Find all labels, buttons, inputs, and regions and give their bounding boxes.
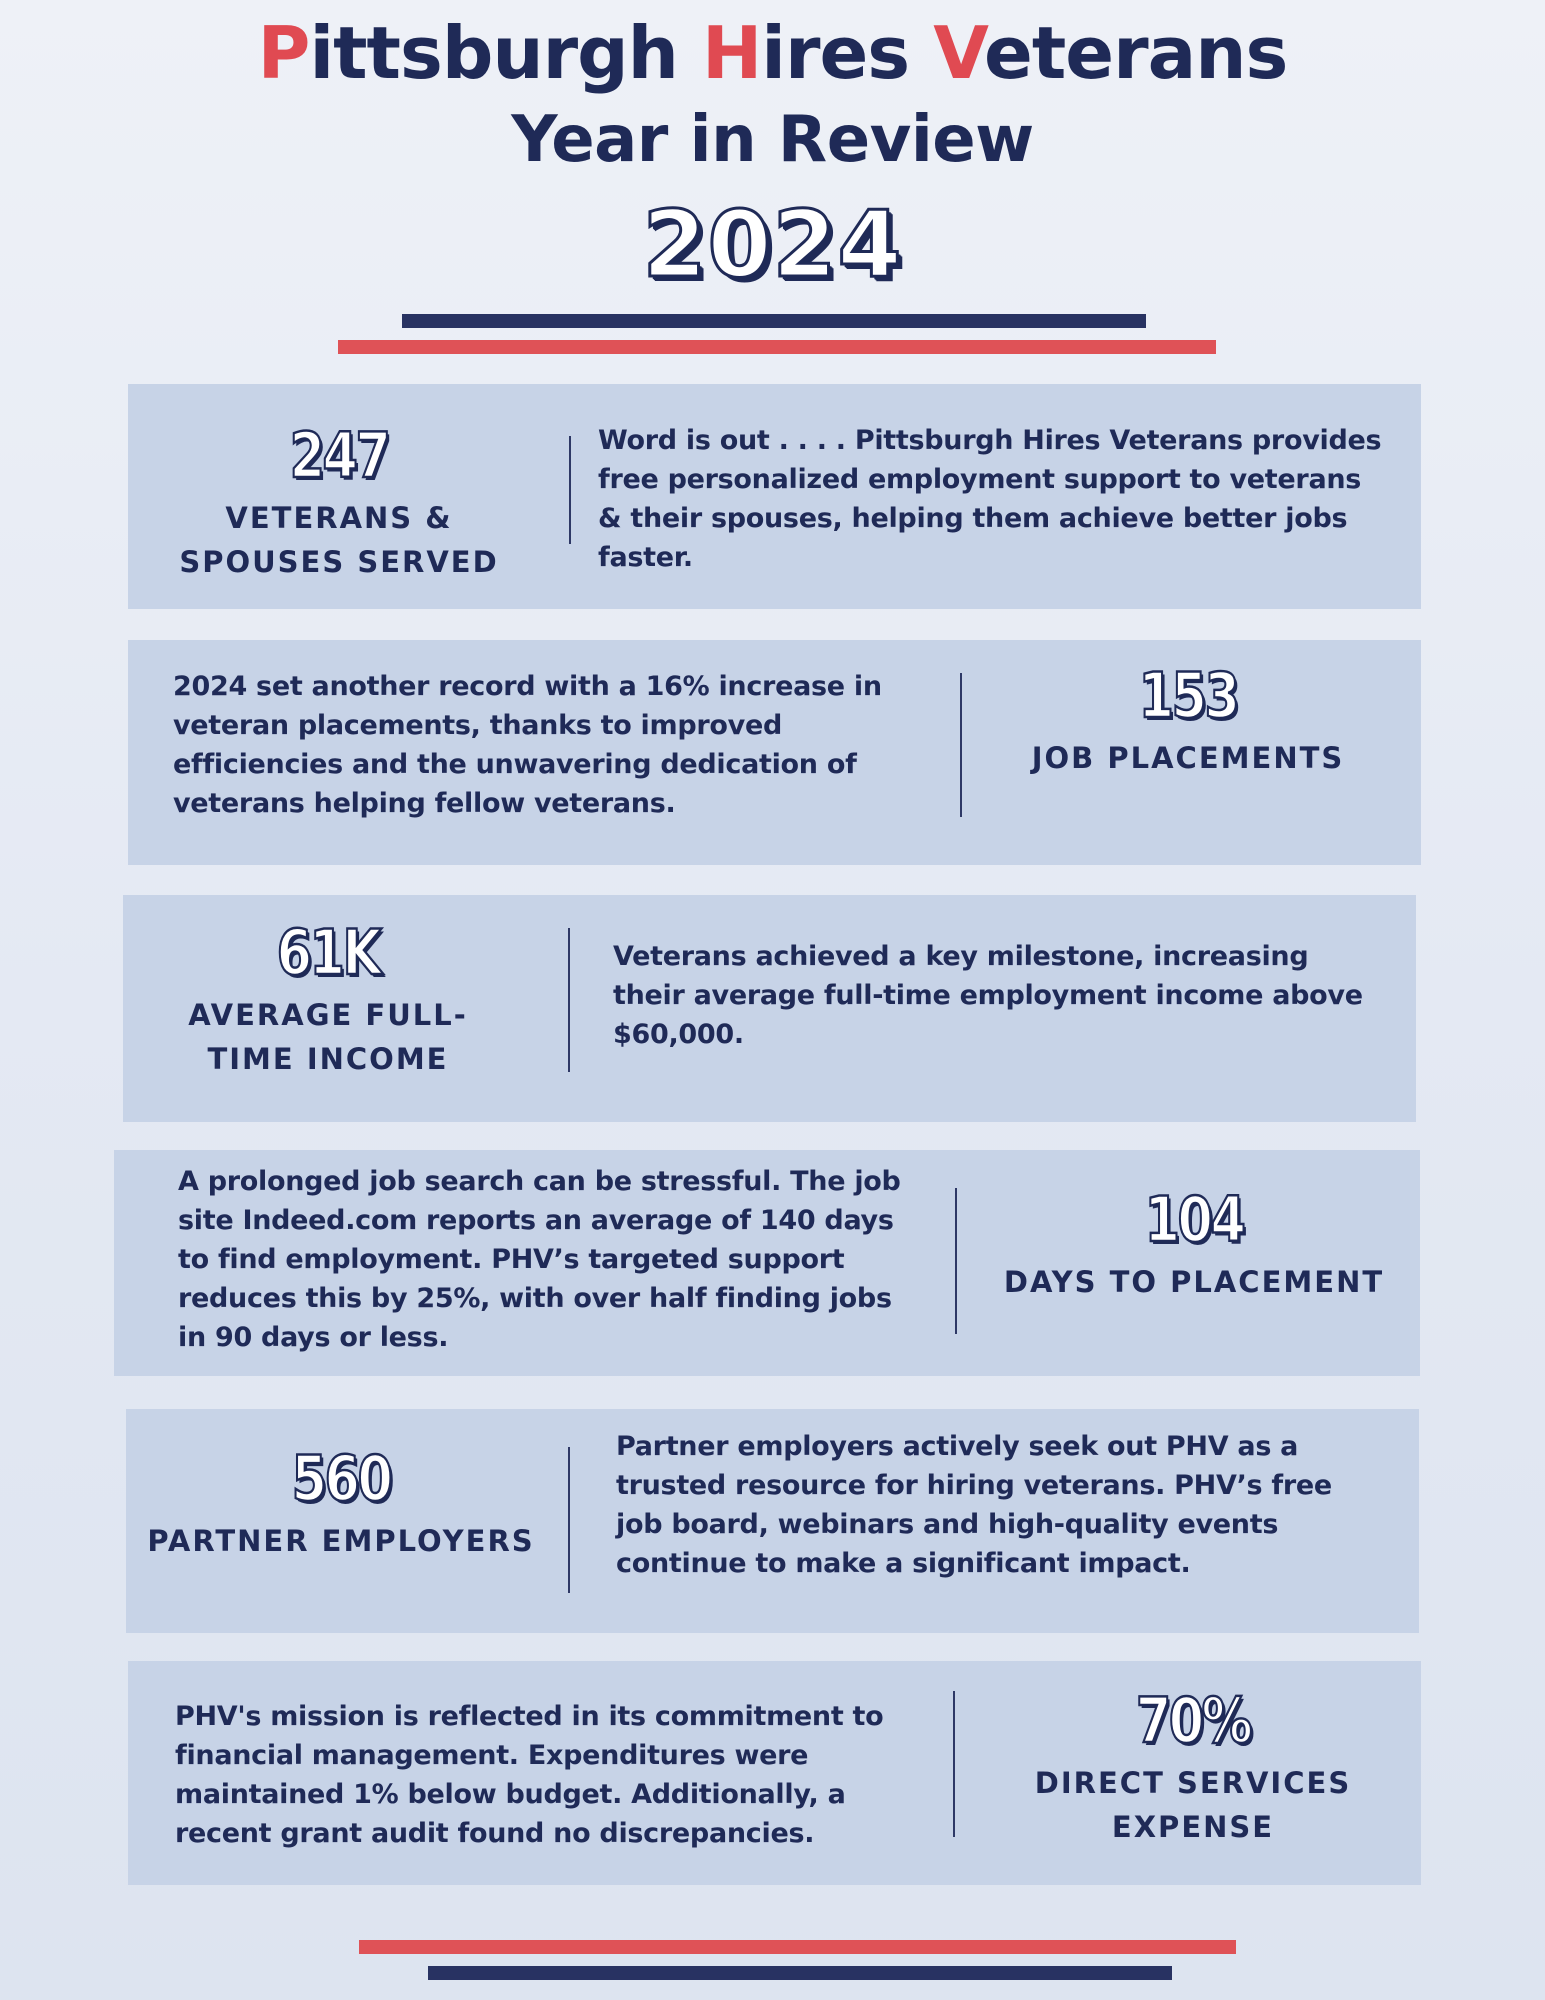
stat-label: JOB PLACEMENTS xyxy=(1031,741,1345,775)
stat-number: 247 xyxy=(289,419,389,492)
stat-description: Word is out . . . . Pittsburgh Hires Veterans provides free personalized employment support to veterans & their spouses, helping them achieve better jobs faster. xyxy=(598,425,1382,573)
page-title xyxy=(0,8,1545,98)
year-heading: 2024 xyxy=(642,191,903,298)
title-part-ittsburgh: ittsburgh xyxy=(309,11,702,95)
stat-card-days-to-placement xyxy=(114,1150,1420,1376)
title-letter-h: H xyxy=(702,11,762,95)
stat-number: 560 xyxy=(291,1442,391,1515)
stat-card-average-income xyxy=(123,895,1416,1122)
stat-number: 153 xyxy=(1138,659,1238,732)
title-part-eterans: eterans xyxy=(984,11,1288,95)
title-letter-v: V xyxy=(933,11,985,95)
stat-block xyxy=(998,1685,1388,1849)
stat-label: AVERAGE FULL-TIME INCOME xyxy=(188,998,468,1076)
title-letter-p: P xyxy=(257,11,310,95)
title-part-ires: ires xyxy=(761,11,934,95)
stat-description: Veterans achieved a key milestone, increasing their average full-time employment income above $60,000. xyxy=(613,941,1363,1050)
top-red-rule xyxy=(338,340,1216,354)
stat-description: Partner employers actively seek out PHV as a trusted resource for hiring veterans. PHV’s free job board, webinars and high-quality events continue to make a significant impact. xyxy=(616,1431,1332,1579)
stat-block xyxy=(158,420,520,584)
card-divider xyxy=(953,1691,955,1837)
card-divider xyxy=(568,1447,570,1593)
stat-card-direct-services xyxy=(128,1661,1421,1885)
stat-number: 70% xyxy=(1135,1684,1251,1757)
stat-description: A prolonged job search can be stressful. The job site Indeed.com reports an average of 140 days to find employment. PHV’s targeted support reduces this by 25%, with over half finding jobs in 90 days or less. xyxy=(178,1166,901,1353)
stat-block xyxy=(153,917,503,1081)
stat-block xyxy=(126,1443,556,1563)
stat-number: 61K xyxy=(276,916,380,989)
stat-description: 2024 set another record with a 16% increase in veteran placements, thanks to improved efficiencies and the unwavering dedication of veterans helping fellow veterans. xyxy=(173,671,882,819)
stat-card-veterans-served xyxy=(128,384,1421,609)
stat-block xyxy=(998,660,1378,780)
card-divider xyxy=(955,1188,957,1334)
page-subtitle: Year in Review xyxy=(511,103,1034,177)
stat-label: DIRECT SERVICES EXPENSE xyxy=(1034,1766,1352,1844)
card-divider xyxy=(569,436,571,544)
stat-block xyxy=(994,1184,1394,1304)
stat-label: PARTNER EMPLOYERS xyxy=(147,1524,535,1558)
top-navy-rule xyxy=(402,314,1146,328)
bottom-navy-rule xyxy=(428,1966,1172,1980)
stat-card-job-placements xyxy=(128,640,1421,865)
stat-card-partner-employers xyxy=(126,1409,1419,1633)
bottom-red-rule xyxy=(359,1940,1236,1954)
stat-label: DAYS TO PLACEMENT xyxy=(1003,1265,1385,1299)
stat-number: 104 xyxy=(1144,1183,1244,1256)
card-divider xyxy=(568,928,570,1072)
card-divider xyxy=(960,673,962,817)
stat-description: PHV's mission is reflected in its commitment to financial management. Expenditures were maintained 1% below budget. Additionally, a recent grant audit found no discrepancies. xyxy=(175,1701,884,1849)
stat-label: VETERANS & SPOUSES SERVED xyxy=(179,501,499,579)
